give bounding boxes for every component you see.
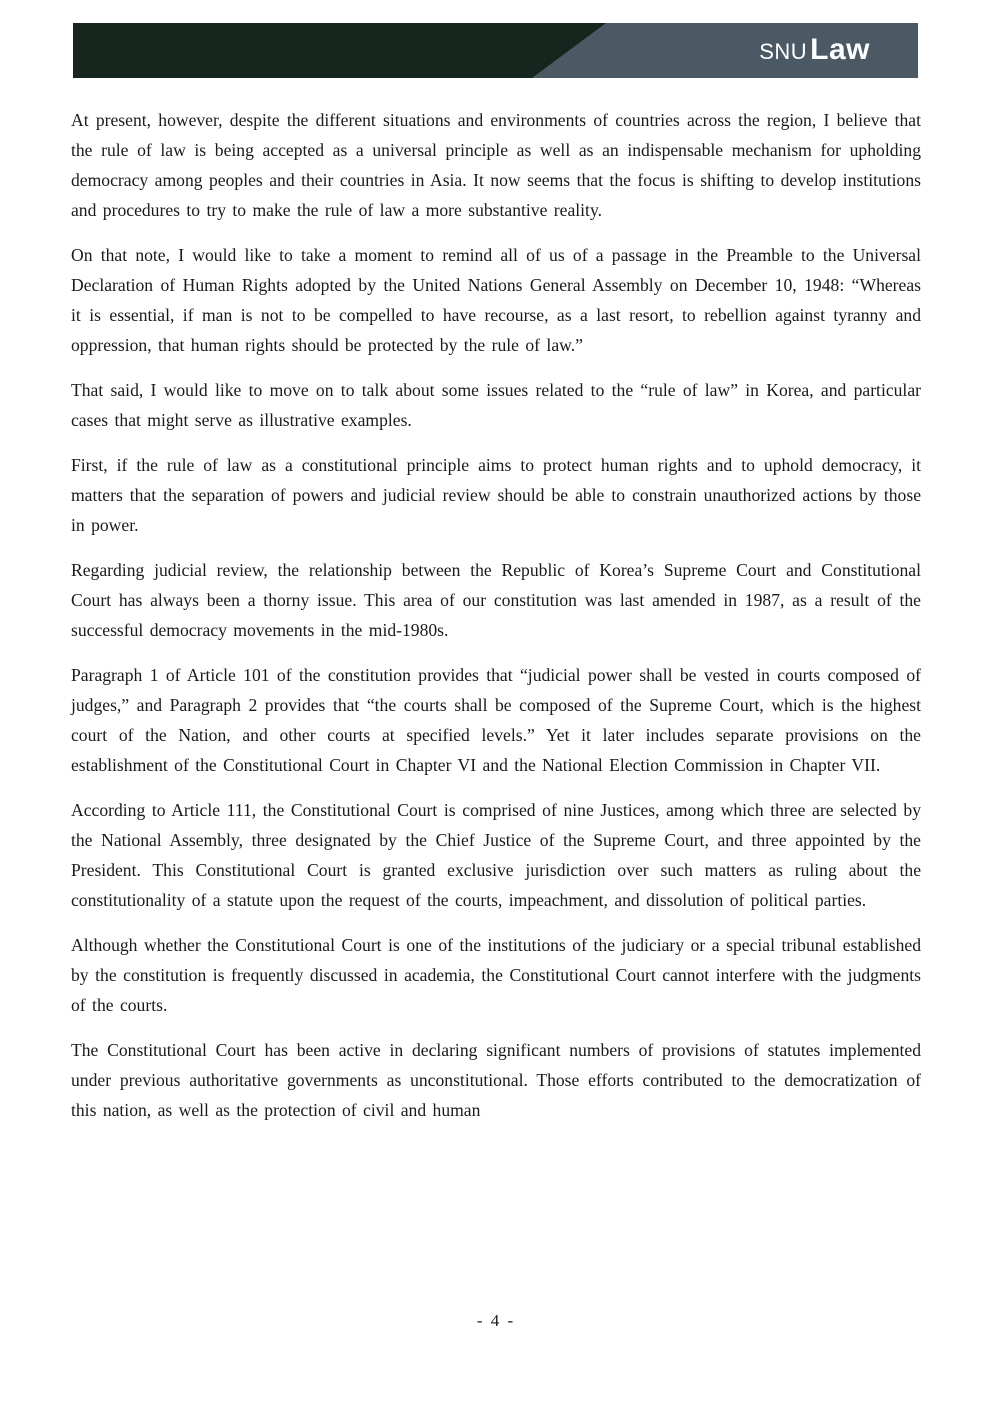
paragraph-9: The Constitutional Court has been active in declaring significant numbers of provisions of statutes implemented under previous authoritative governments as unconstitutional. Those efforts contributed to the democratization of this nation, as well as the protection of civil and human [71, 1040, 921, 1120]
paragraph-6: Paragraph 1 of Article 101 of the constitution provides that “judicial power shall be vested in courts composed of judges,” and Paragraph 2 provides that “the courts shall be composed of the Supreme Court, which is the highest court of the Nation, and other courts at specified levels.” Yet it later includes separate provisions on the establishment of the Constitutional Court in Chapter VI and the National Election Commission in Chapter VII. [71, 665, 921, 775]
logo-main: Law [810, 33, 870, 66]
paragraph-2: On that note, I would like to take a moment to remind all of us of a passage in the Preamble to the Universal Declaration of Human Rights adopted by the United Nations General Assembly on December 10, 1948: “Whereas it is essential, if man is not to be compelled to have recourse, as a last resort, to rebellion against tyranny and oppression, that human rights should be protected by the rule of law.” [71, 245, 921, 355]
paragraph-3: That said, I would like to move on to talk about some issues related to the “rule of law” in Korea, and particular cases that might serve as illustrative examples. [71, 380, 921, 430]
header-banner [73, 23, 918, 78]
snu-law-logo [759, 35, 870, 70]
paragraph-1: At present, however, despite the different situations and environments of countries across the region, I believe that the rule of law is being accepted as a universal principle as well as an indispensable mechanism for upholding democracy among peoples and their countries in Asia. It now seems that the focus is shifting to develop institutions and procedures to try to make the rule of law a more substantive reality. [71, 110, 921, 220]
document-body [71, 105, 921, 1140]
paragraph-7: According to Article 111, the Constitutional Court is comprised of nine Justices, among which three are selected by the National Assembly, three designated by the Chief Justice of the Supreme Court, and three appointed by the President. This Constitutional Court is granted exclusive jurisdiction over such matters as ruling about the constitutionality of a statute upon the request of the courts, impeachment, and dissolution of political parties. [71, 800, 921, 910]
page-number: - 4 - [476, 1311, 516, 1330]
paragraph-4: First, if the rule of law as a constitutional principle aims to protect human rights and to uphold democracy, it matters that the separation of powers and judicial review should be able to constrain unauthorized actions by those in power. [71, 455, 921, 535]
paragraph-5: Regarding judicial review, the relationship between the Republic of Korea’s Supreme Court and Constitutional Court has always been a thorny issue. This area of our constitution was last amended in 1987, as a result of the successful democracy movements in the mid-1980s. [71, 560, 921, 640]
header-banner-diagonal [532, 23, 606, 78]
paragraph-8: Although whether the Constitutional Court is one of the institutions of the judiciary or a special tribunal established by the constitution is frequently discussed in academia, the Constitutional Court cannot interfere with the judgments of the courts. [71, 935, 921, 1015]
logo-prefix: SNU [759, 39, 808, 64]
header-banner-dark-segment [73, 23, 533, 78]
